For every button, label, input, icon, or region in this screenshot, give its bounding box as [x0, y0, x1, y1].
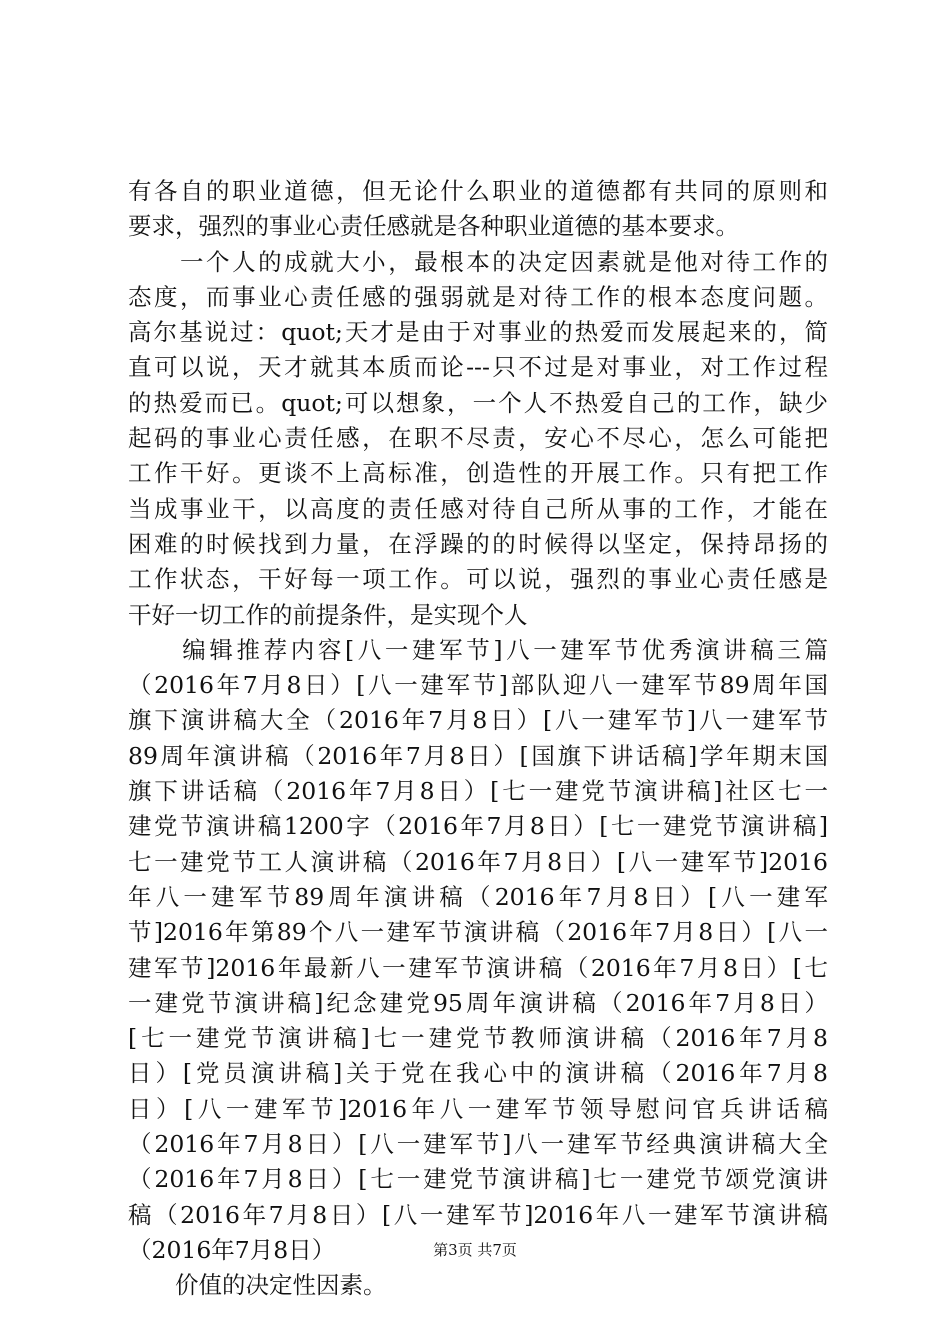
- text-line: 稿（2016年7月8日）[八一建军节]2016年八一建军节演讲稿: [128, 1200, 828, 1229]
- text-line: 直可以说，天才就其本质而论---只不过是对事业，对工作过程: [128, 353, 828, 382]
- text-line: 态度，而事业心责任感的强弱就是对待工作的根本态度问题。: [128, 282, 828, 311]
- text-line: 工作状态，干好每一项工作。可以说，强烈的事业心责任感是: [128, 565, 828, 594]
- text-line: 干好一切工作的前提条件，是实现个人: [128, 600, 528, 629]
- text-line: 年八一建军节89周年演讲稿（2016年7月8日）[八一建军: [128, 882, 828, 911]
- text-line: 日）[党员演讲稿]关于党在我心中的演讲稿（2016年7月8: [128, 1059, 828, 1088]
- text-line: 七一建党节工人演讲稿（2016年7月8日）[八一建军节]2016: [128, 847, 828, 876]
- text-line: 起码的事业心责任感，在职不尽责，安心不尽心，怎么可能把: [128, 424, 828, 453]
- text-line: 编辑推荐内容[八一建军节]八一建军节优秀演讲稿三篇: [128, 635, 828, 664]
- page-footer: 第3页 共7页: [433, 1241, 517, 1259]
- text-line: 要求，强烈的事业心责任感就是各种职业道德的基本要求。: [128, 212, 739, 241]
- text-line: 当成事业干，以高度的责任感对待自己所从事的工作，才能在: [128, 494, 828, 523]
- text-line: 建党节演讲稿1200字（2016年7月8日）[七一建党节演讲稿]: [128, 812, 828, 841]
- text-line: 旗下演讲稿大全（2016年7月8日）[八一建军节]八一建军节: [128, 706, 828, 735]
- text-line: [七一建党节演讲稿]七一建党节教师演讲稿（2016年7月8: [128, 1024, 828, 1053]
- text-line: 困难的时候找到力量，在浮躁的的时候得以坚定，保持昂扬的: [128, 529, 828, 558]
- text-line: 高尔基说过：quot;天才是由于对事业的热爱而发展起来的，简: [128, 318, 828, 347]
- text-line: （2016年7月8日）: [128, 1235, 336, 1264]
- document-body: [128, 174, 828, 1304]
- text-line: 日）[八一建军节]2016年八一建军节领导慰问官兵讲话稿: [128, 1094, 828, 1123]
- text-line: 的热爱而已。quot;可以想象，一个人不热爱自己的工作，缺少: [128, 388, 828, 417]
- text-line: 有各自的职业道德，但无论什么职业的道德都有共同的原则和: [128, 177, 828, 205]
- text-line: （2016年7月8日）[八一建军节]部队迎八一建军节89周年国: [128, 671, 828, 700]
- text-line: 工作干好。更谈不上高标准，创造性的开展工作。只有把工作: [128, 459, 828, 488]
- text-line: 建军节]2016年最新八一建军节演讲稿（2016年7月8日）[七: [128, 953, 828, 982]
- text-line: 一建党节演讲稿]纪念建党95周年演讲稿（2016年7月8日）: [128, 988, 828, 1017]
- text-line: 一个人的成就大小，最根本的决定因素就是他对待工作的: [128, 247, 828, 276]
- text-line: 89周年演讲稿（2016年7月8日）[国旗下讲话稿]学年期末国: [128, 741, 828, 770]
- text-line: 旗下讲话稿（2016年7月8日）[七一建党节演讲稿]社区七一: [128, 777, 828, 806]
- text-line: （2016年7月8日）[八一建军节]八一建军节经典演讲稿大全: [128, 1130, 828, 1159]
- text-line: 节]2016年第89个八一建军节演讲稿（2016年7月8日）[八一: [128, 918, 828, 947]
- text-line: （2016年7月8日）[七一建党节演讲稿]七一建党节颂党演讲: [128, 1165, 828, 1194]
- text-line: 价值的决定性因素。: [128, 1271, 387, 1300]
